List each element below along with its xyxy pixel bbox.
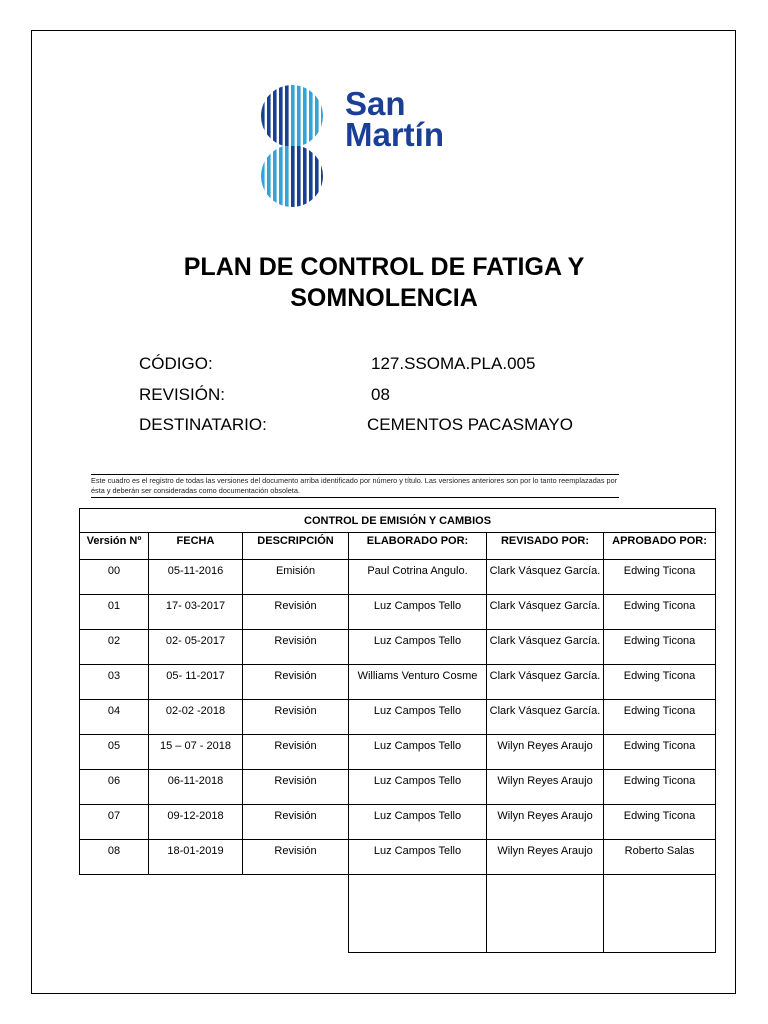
document-title-line1: PLAN DE CONTROL DE FATIGA Y: [183, 253, 585, 281]
table-row: [80, 700, 716, 735]
reviewed-by-cell: Wilyn Reyes Araujo: [487, 735, 604, 770]
signature-cell-revisado: [487, 875, 604, 953]
version-cell: 02: [80, 630, 149, 665]
prepared-by-cell: Luz Campos Tello: [349, 630, 487, 665]
version-cell: 08: [80, 840, 149, 875]
destinatario-label: DESTINATARIO:: [139, 415, 267, 434]
signature-cell-aprobado: [604, 875, 716, 953]
document-title-line2: SOMNOLENCIA: [290, 284, 478, 312]
table-row: [80, 840, 716, 875]
table-row: [80, 735, 716, 770]
date-cell: 18-01-2019: [149, 840, 243, 875]
col-header-revisado: REVISADO POR:: [487, 533, 604, 560]
version-cell: 01: [80, 595, 149, 630]
logo-stripe: [291, 84, 295, 147]
logo-stripe: [273, 84, 277, 147]
document-title: [100, 252, 668, 314]
approved-by-cell: Edwing Ticona: [604, 665, 716, 700]
blank-cell: [243, 875, 349, 953]
description-cell: Revisión: [243, 770, 349, 805]
col-header-elaborado: ELABORADO POR:: [349, 533, 487, 560]
logo-stripe: [273, 146, 277, 209]
signature-cell-elaborado: [349, 875, 487, 953]
revision-label: REVISIÓN:: [139, 385, 225, 404]
reviewed-by-cell: Clark Vásquez García.: [487, 560, 604, 595]
table-row: [80, 560, 716, 595]
table-row: [80, 595, 716, 630]
logo-stripe: [303, 146, 307, 209]
logo-stripe: [315, 84, 319, 147]
revision-value: 08: [371, 385, 390, 404]
prepared-by-cell: Williams Venturo Cosme: [349, 665, 487, 700]
col-header-descripcion: DESCRIPCIÓN: [243, 533, 349, 560]
reviewed-by-cell: Wilyn Reyes Araujo: [487, 840, 604, 875]
company-name-line1: San: [345, 85, 406, 122]
table-caption: CONTROL DE EMISIÓN Y CAMBIOS: [80, 509, 716, 533]
date-cell: 02-02 -2018: [149, 700, 243, 735]
approved-by-cell: Edwing Ticona: [604, 805, 716, 840]
logo-stripe: [279, 84, 283, 147]
logo-stripe: [279, 146, 283, 209]
prepared-by-cell: Luz Campos Tello: [349, 770, 487, 805]
reviewed-by-cell: Wilyn Reyes Araujo: [487, 805, 604, 840]
version-cell: 03: [80, 665, 149, 700]
logo-stripe: [291, 146, 295, 209]
codigo-label: CÓDIGO:: [139, 354, 213, 373]
logo-stripe: [309, 84, 313, 147]
company-name-line2: Martín: [345, 116, 444, 153]
codigo-value: 127.SSOMA.PLA.005: [371, 354, 536, 373]
version-note: Este cuadro es el registro de todas las versiones del documento arriba identificado por número y título. Las versiones anteriores son por lo tanto reemplazadas por ésta y deberán ser consideradas como documentación obsoleta.: [91, 474, 619, 498]
description-cell: Revisión: [243, 595, 349, 630]
prepared-by-cell: Luz Campos Tello: [349, 805, 487, 840]
logo-stripe: [267, 84, 271, 147]
description-cell: Revisión: [243, 840, 349, 875]
reviewed-by-cell: Clark Vásquez García.: [487, 595, 604, 630]
date-cell: 06-11-2018: [149, 770, 243, 805]
prepared-by-cell: Paul Cotrina Angulo.: [349, 560, 487, 595]
prepared-by-cell: Luz Campos Tello: [349, 735, 487, 770]
logo-stripe: [315, 146, 319, 209]
col-header-version: Versión Nº: [80, 533, 149, 560]
blank-cell: [149, 875, 243, 953]
description-cell: Revisión: [243, 735, 349, 770]
description-cell: Emisión: [243, 560, 349, 595]
logo-stripe: [297, 146, 301, 209]
logo-stripe: [285, 146, 289, 209]
prepared-by-cell: Luz Campos Tello: [349, 840, 487, 875]
version-cell: 04: [80, 700, 149, 735]
logo-stripe: [309, 146, 313, 209]
table-row: [80, 770, 716, 805]
logo-stripe: [261, 146, 265, 209]
col-header-aprobado: APROBADO POR:: [604, 533, 716, 560]
table-row: [80, 665, 716, 700]
col-header-fecha: FECHA: [149, 533, 243, 560]
company-name: [345, 85, 444, 153]
logo-stripe: [321, 84, 325, 147]
description-cell: Revisión: [243, 630, 349, 665]
approved-by-cell: Edwing Ticona: [604, 770, 716, 805]
signature-row: [80, 875, 716, 953]
date-cell: 02- 05-2017: [149, 630, 243, 665]
table-row: [80, 630, 716, 665]
date-cell: 05- 11-2017: [149, 665, 243, 700]
prepared-by-cell: Luz Campos Tello: [349, 595, 487, 630]
logo-stripe: [261, 84, 265, 147]
reviewed-by-cell: Clark Vásquez García.: [487, 700, 604, 735]
approved-by-cell: Edwing Ticona: [604, 700, 716, 735]
logo-stripe: [285, 84, 289, 147]
date-cell: 09-12-2018: [149, 805, 243, 840]
version-cell: 06: [80, 770, 149, 805]
date-cell: 17- 03-2017: [149, 595, 243, 630]
description-cell: Revisión: [243, 805, 349, 840]
version-cell: 07: [80, 805, 149, 840]
approved-by-cell: Edwing Ticona: [604, 560, 716, 595]
blank-cell: [80, 875, 149, 953]
approved-by-cell: Edwing Ticona: [604, 630, 716, 665]
approved-by-cell: Edwing Ticona: [604, 735, 716, 770]
prepared-by-cell: Luz Campos Tello: [349, 700, 487, 735]
approved-by-cell: Edwing Ticona: [604, 595, 716, 630]
date-cell: 15 – 07 - 2018: [149, 735, 243, 770]
logo-stripe: [321, 146, 325, 209]
logo-stripe: [297, 84, 301, 147]
description-cell: Revisión: [243, 700, 349, 735]
emission-control-table: [79, 508, 716, 953]
logo-stripe: [303, 84, 307, 147]
date-cell: 05-11-2016: [149, 560, 243, 595]
destinatario-value: CEMENTOS PACASMAYO: [367, 415, 573, 434]
reviewed-by-cell: Clark Vásquez García.: [487, 665, 604, 700]
reviewed-by-cell: Wilyn Reyes Araujo: [487, 770, 604, 805]
logo-stripe: [267, 146, 271, 209]
description-cell: Revisión: [243, 665, 349, 700]
reviewed-by-cell: Clark Vásquez García.: [487, 630, 604, 665]
approved-by-cell: Roberto Salas: [604, 840, 716, 875]
version-cell: 05: [80, 735, 149, 770]
table-row: [80, 805, 716, 840]
version-cell: 00: [80, 560, 149, 595]
